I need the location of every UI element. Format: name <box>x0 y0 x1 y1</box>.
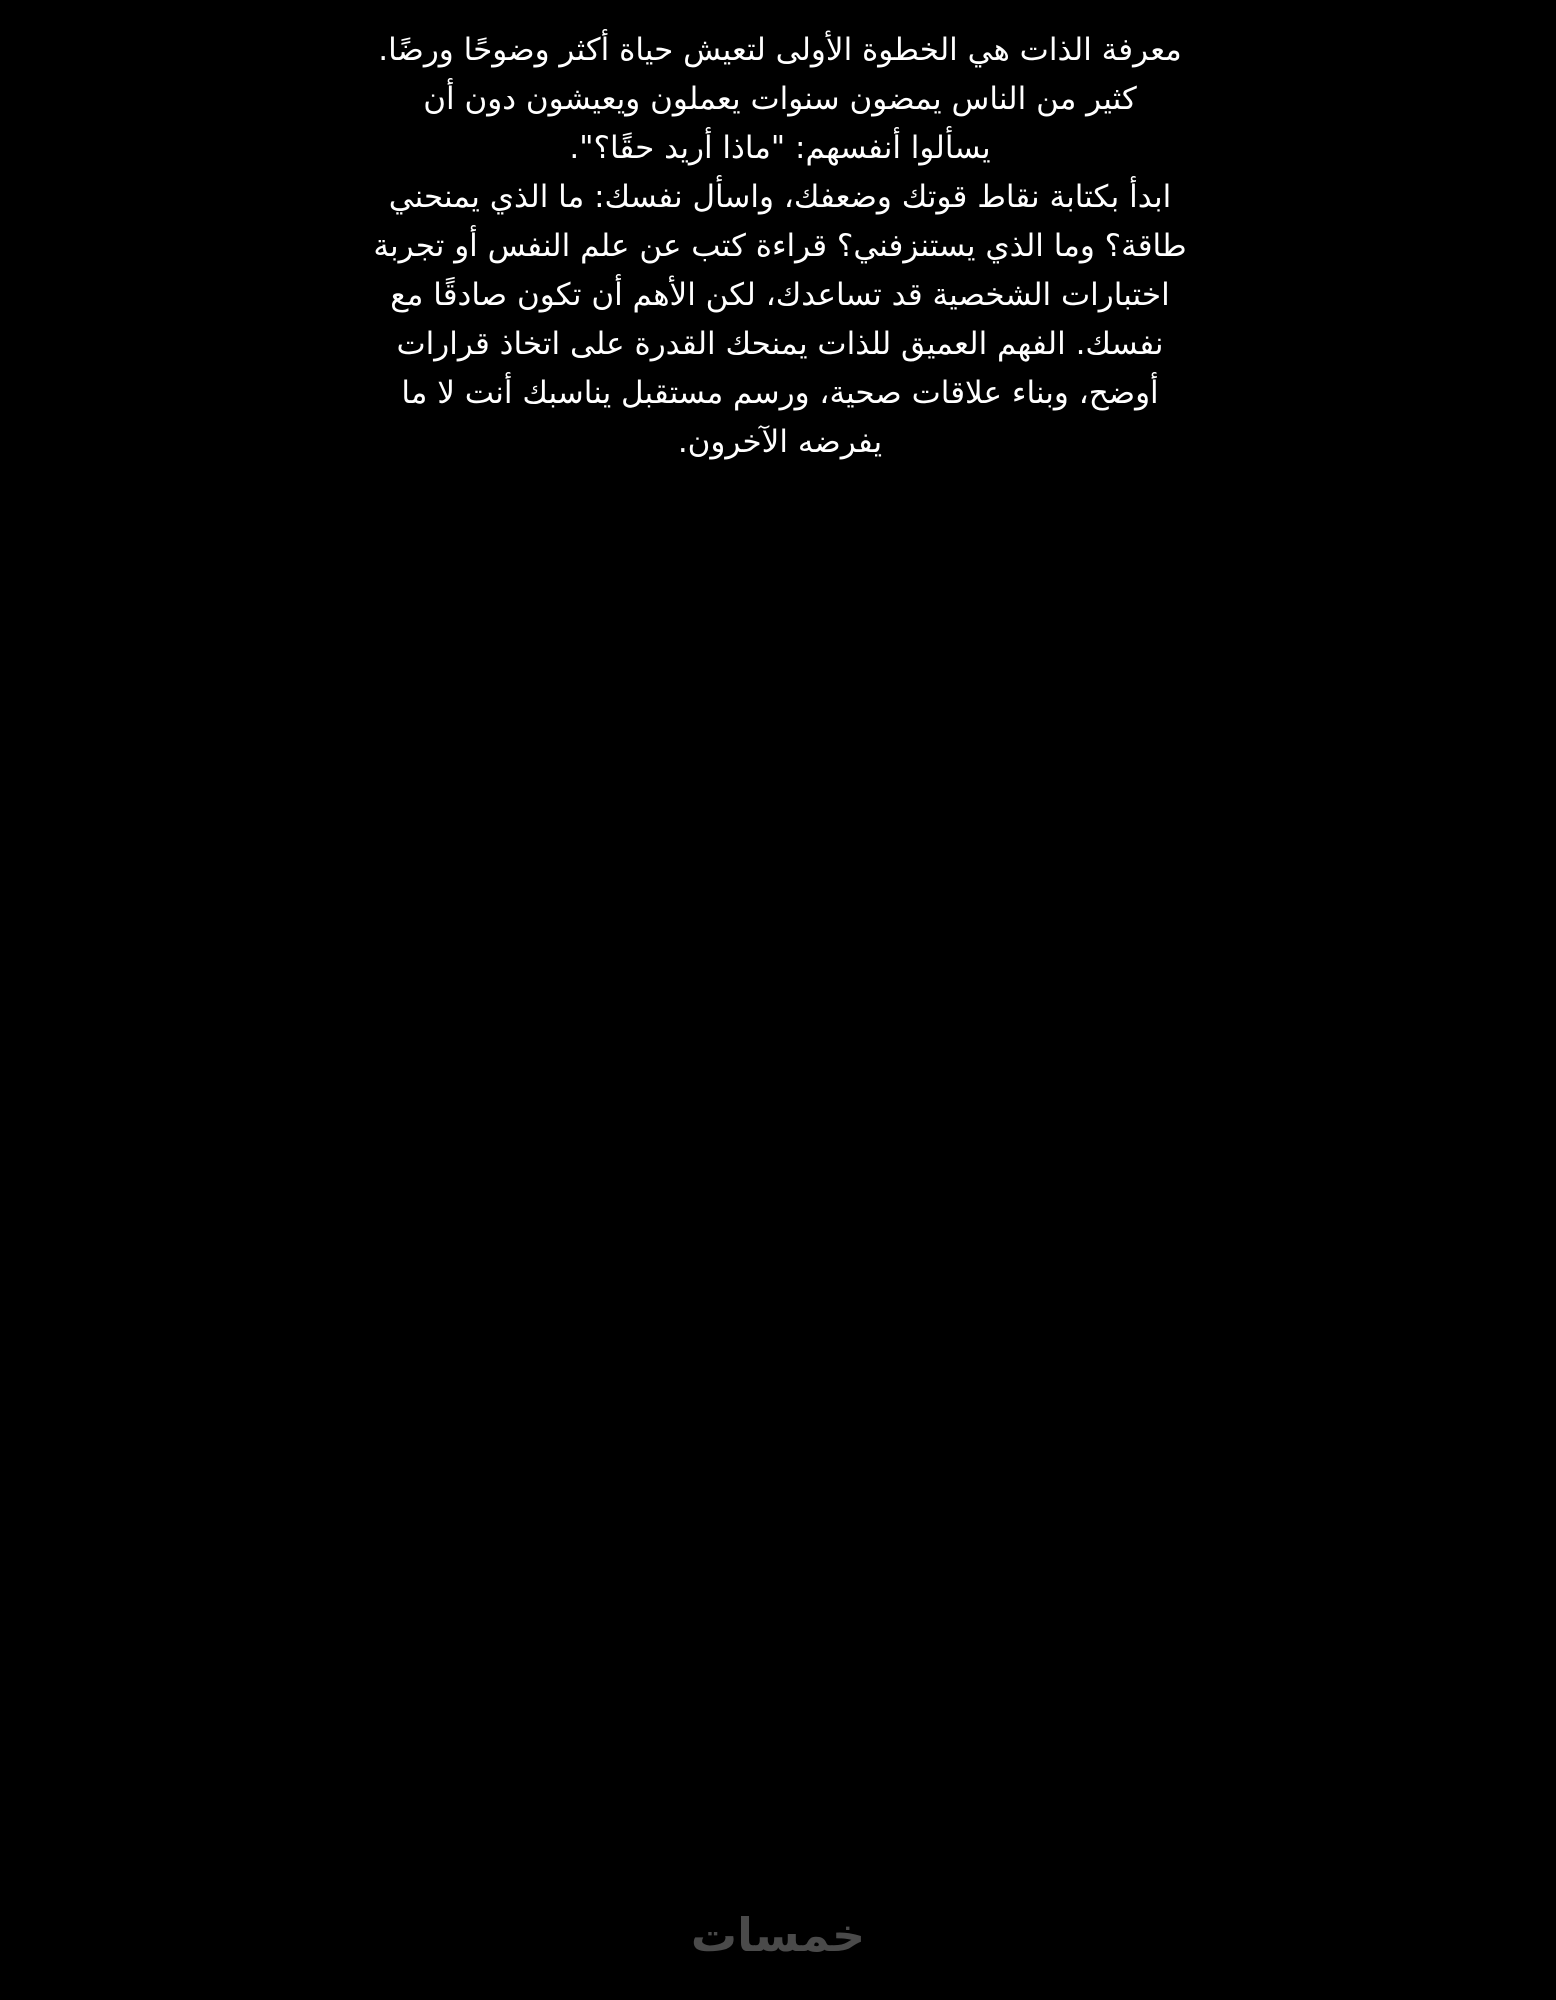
article-line-5: طاقة؟ وما الذي يستنزفني؟ قراءة كتب عن علم النفس أو تجربة <box>373 228 1187 264</box>
article-line-2: كثير من الناس يمضون سنوات يعملون ويعيشون دون أن <box>423 81 1137 117</box>
article-line-9: يفرضه الآخرون. <box>677 424 883 460</box>
article-line-1: معرفة الذات هي الخطوة الأولى لتعيش حياة أكثر وضوحًا ورضًا. <box>378 32 1182 68</box>
article-line-8: أوضح، وبناء علاقات صحية، ورسم مستقبل يناسبك أنت لا ما <box>401 375 1159 411</box>
article-line-6: اختبارات الشخصية قد تساعدك، لكن الأهم أن تكون صادقًا مع <box>390 277 1170 313</box>
watermark-logo: خمسات <box>690 1908 866 1962</box>
article-line-3: يسألوا أنفسهم: "ماذا أريد حقًا؟". <box>569 130 991 166</box>
article-line-7: نفسك. الفهم العميق للذات يمنحك القدرة على اتخاذ قرارات <box>396 326 1164 362</box>
article-line-4: ابدأ بكتابة نقاط قوتك وضعفك، واسأل نفسك: ما الذي يمنحني <box>388 179 1172 215</box>
article-text <box>340 26 1220 467</box>
